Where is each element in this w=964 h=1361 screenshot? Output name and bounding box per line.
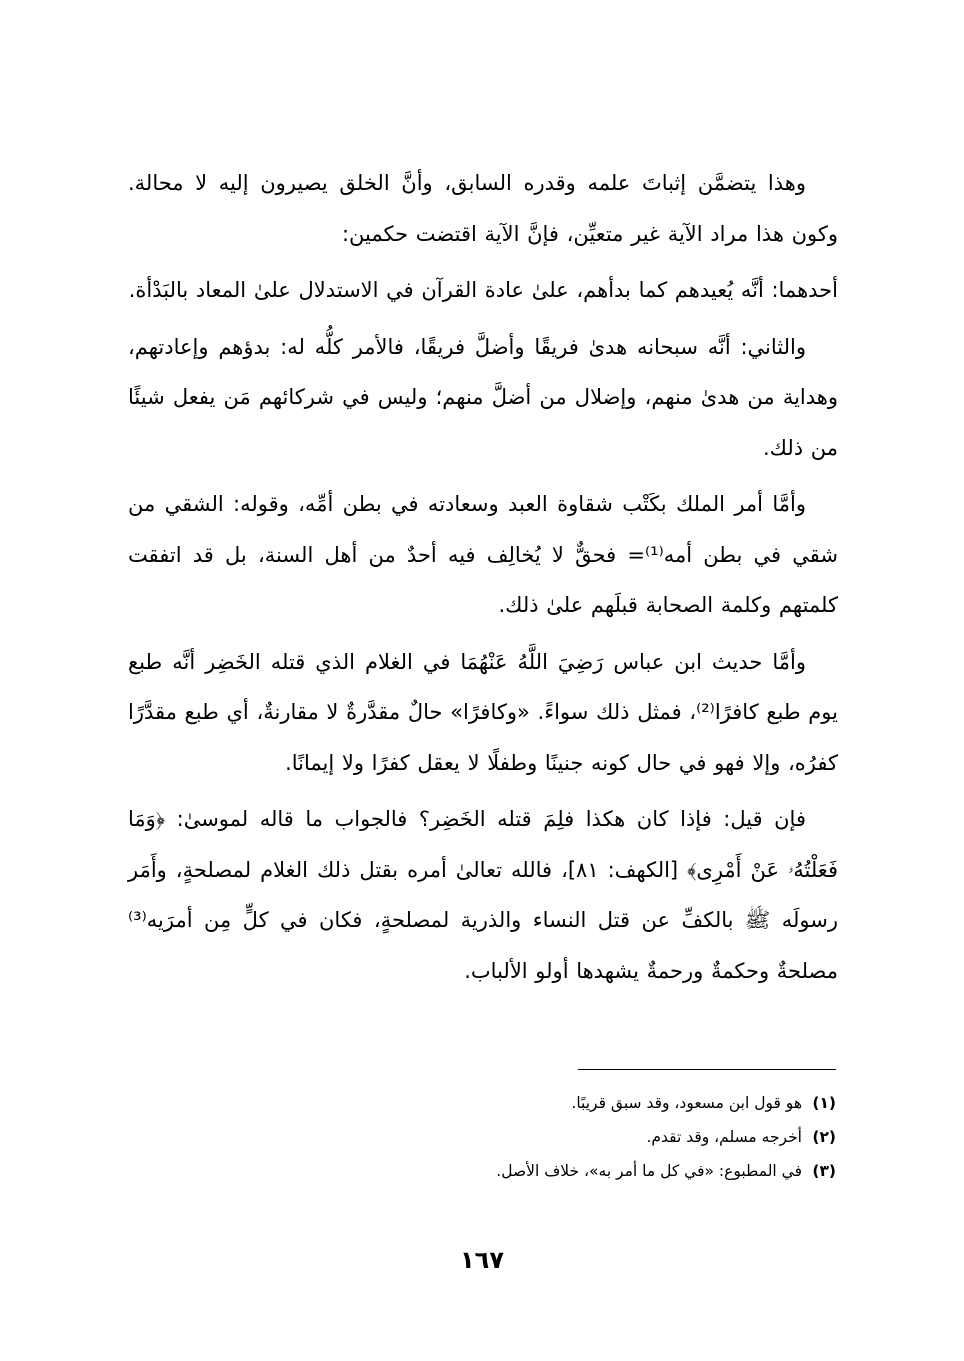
footnote-2-text: أخرجه مسلم، وقد تقدم. [646,1128,802,1146]
footnote-3-text: في المطبوع: «في كل ما أمر به»، خلاف الأصل. [496,1162,802,1180]
paragraph-2: أحدهما: أنَّه يُعيدهم كما بدأهم، علىٰ عادة القرآن في الاستدلال علىٰ المعاد بالبَدْأة. [128,278,838,302]
footnotes-block [126,1086,836,1188]
footnote-1 [126,1086,836,1120]
page-number: ١٦٧ [460,1246,504,1274]
footnote-separator [578,1069,836,1070]
main-text-block [128,158,838,1002]
footnote-2 [126,1120,836,1154]
paragraph-4: وأمَّا أمر الملك بكَتْب شقاوة العبد وسعادته في بطن أمِّه، وقوله: الشقي من شقي في بطن أمه⁽¹⁾= فحقٌّ لا يُخالِف فيه أحدٌ من أهل السنة، بل قد اتفقت كلمتهم وكلمة الصحابة قبلَهم علىٰ ذلك. [128,492,838,617]
paragraph-5: وأمَّا حديث ابن عباس رَضِيَ اللَّهُ عَنْهُمَا في الغلام الذي قتله الخَضِر أنَّه طبع يوم طبع كافرًا⁽²⁾، فمثل ذلك سواءً. «وكافرًا» حالٌ مقدَّرةٌ لا مقارنةٌ، أي طبع مقدَّرًا كفرُه، وإلا فهو في حال كونه جنينًا وطفلًا لا يعقل كفرًا ولا إيمانًا. [128,649,838,775]
footnote-3 [126,1154,836,1188]
paragraph-1: وهذا يتضمَّن إثباتَ علمه وقدره السابق، وأنَّ الخلق يصيرون إليه لا محالة. وكون هذا مراد الآية غير متعيِّن، فإنَّ الآية اقتضت حكمين: [128,171,838,246]
footnote-1-text: هو قول ابن مسعود، وقد سبق قريبًا. [571,1094,802,1112]
paragraph-6: فإن قيل: فإذا كان هكذا فلِمَ قتله الخَضِر؟ فالجواب ما قاله لموسىٰ: ﴿وَمَا فَعَلْتُهُۥ عَنْ أَمْرِى﴾ [الكهف: ٨١]، فالله تعالىٰ أمره بقتل ذلك الغلام لمصلحةٍ، وأَمَر رسولَه ﷺ بالكفِّ عن قتل النساء والذرية لمصلحةٍ، فكان في كلٍّ مِن أمرَيه⁽³⁾ مصلحةٌ وحكمةٌ ورحمةٌ يشهدها أولو الألباب. [128,807,838,983]
footnote-1-number: (١) [812,1094,836,1112]
footnote-3-number: (٣) [812,1162,836,1180]
paragraph-3: والثاني: أنَّه سبحانه هدىٰ فريقًا وأضلَّ فريقًا، فالأمر كلُّه له: بدؤهم وإعادتهم، وهداية من هدىٰ منهم، وإضلال من أضلَّ منهم؛ وليس في شركائهم مَن يفعل شيئًا من ذلك. [128,334,838,460]
footnote-2-number: (٢) [812,1128,836,1146]
